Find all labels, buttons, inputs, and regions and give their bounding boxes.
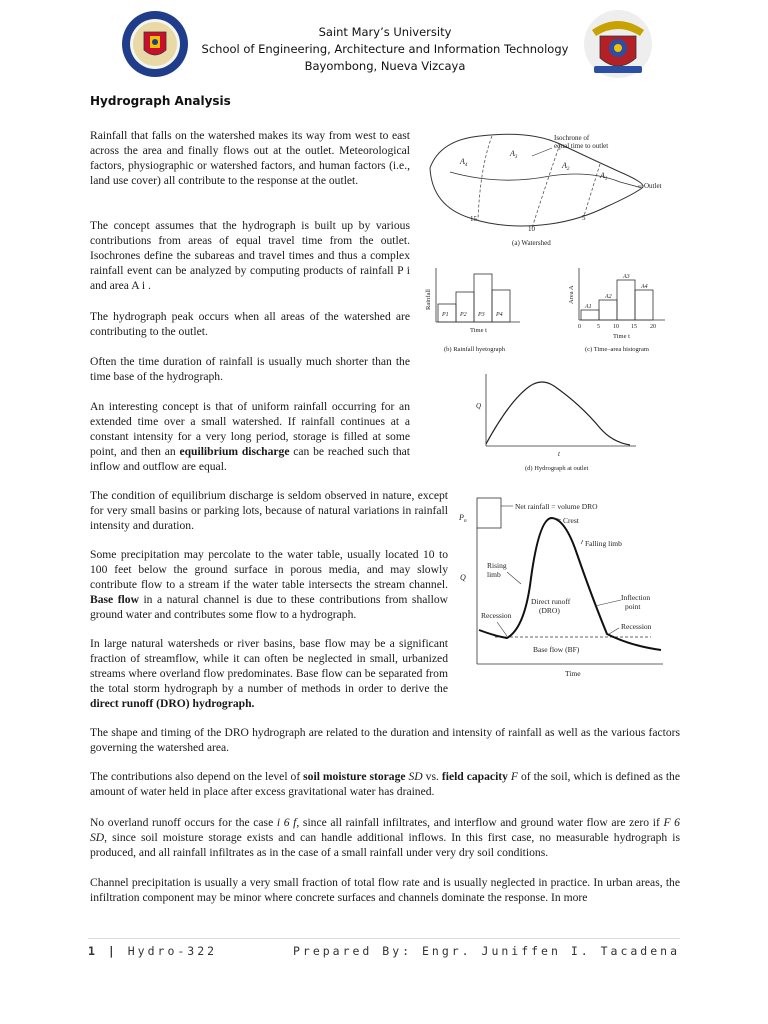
hyeto-ylabel: Rainfall (425, 289, 432, 310)
dro-pn-letter: P (459, 513, 464, 522)
label-time-5: 5 (582, 214, 586, 222)
label-a1: A1 (585, 304, 592, 310)
page-number: 1 (88, 944, 98, 958)
paragraph-watershed-flow: Rainfall that falls on the watershed makes its way from west to east across the area and finally flows out at the outlet. Meteorological factors, physiographic or watershed factors, and human factors (i.e., land use cover) all contribute to the response at the outlet. (90, 129, 410, 187)
dro-pn-subscript: n (463, 518, 467, 524)
term-dro-hydrograph: direct runoff (DRO) hydrograph. (90, 697, 255, 710)
prepared-by: Prepared By: Engr. Juniffen I. Tacadena (292, 944, 680, 958)
paragraph-peak: The hydrograph peak occurs when all areas of the watershed are contributing to the outlet. (90, 310, 410, 338)
label-a4-letter: A (460, 157, 465, 166)
rising-limb-pointer (507, 572, 521, 584)
paragraph-channel-precipitation: Channel precipitation is usually a very small fraction of total flow rate and is usually neglected in practice. In urban areas, the infiltration component may be minor where concrete surfaces and channels dominate the response. In more (90, 876, 680, 904)
paragraph-no-runoff (90, 815, 680, 860)
recession-right-pointer (609, 628, 619, 634)
label-time: Time (565, 669, 581, 678)
label-a4-subscript: 4 (464, 163, 468, 168)
tick-0: 0 (578, 324, 581, 330)
footer-divider (88, 938, 680, 939)
label-crest: Crest (563, 516, 579, 525)
term-base-flow: Base flow (90, 593, 139, 606)
term-soil-moisture-storage: soil moisture storage (303, 770, 406, 783)
symbol-f-sd: F 6 SD (90, 816, 680, 844)
outlet-ylabel: Q (476, 402, 482, 410)
label-a1 (599, 171, 607, 182)
paragraph-equilibrium-rare: The condition of equilibrium discharge is seldom observed in nature, except for very small basins or parking lots, because of natural variations in rainfall intensity and duration. (90, 489, 448, 532)
caption-watershed: (a) Watershed (512, 239, 551, 247)
bar-a3 (617, 280, 635, 320)
hyeto-xlabel: Time t (470, 327, 487, 334)
label-a2-subscript: 2 (566, 167, 570, 172)
label-a2: A2 (605, 294, 612, 300)
paragraph-isochrones: The concept assumes that the hydrograph is built up by various contributions from areas of equal travel time from the outlet. Isochrones define the subareas and travel times and thus a complex rainfall event can be analyzed by computing products of rainfall P i and area A i . (90, 219, 410, 292)
school-name: School of Engineering, Architecture and Information Technology (201, 42, 569, 56)
text-run: An interesting concept is that of uniform rainfall occurring for an extended time over a small watershed. If rainfall continues at a constant intensity for a very long period, storage is filled at some point, and then an (90, 400, 410, 458)
text-run: , since soil moisture storage exists and can handle additional inflows. In this first case, no measurable hydrograph is produced, and all rainfall infiltrates as in the case of a small rainfall under very dry soil conditions. (90, 831, 680, 859)
dro-q-label: Q (460, 573, 466, 582)
timearea-ylabel: Area A (568, 285, 575, 304)
label-a4 (459, 157, 468, 168)
label-p2: P2 (460, 312, 467, 318)
label-p3: P3 (478, 312, 485, 318)
stream-line (450, 172, 642, 188)
label-net-rainfall: Net rainfall = volume DRO (515, 502, 598, 511)
seait-seal-logo (582, 6, 654, 82)
text-run: of the soil, which is defined as the amount of water held in place after excess gravitational water has drained. (90, 770, 681, 798)
text-run: The contributions also depend on the level of (90, 770, 304, 783)
label-isochrone-1: Isochrone of (554, 134, 590, 142)
figure-hyetograph (420, 262, 530, 357)
net-rainfall-block (477, 498, 501, 528)
label-recession-left: Recession (481, 611, 512, 620)
term-field-capacity: field capacity (441, 770, 508, 783)
paragraph-base-flow (90, 547, 448, 622)
label-a3-letter: A (510, 149, 515, 158)
bar-a1 (581, 310, 599, 320)
symbol-i-f: i 6 f (276, 816, 297, 829)
inflection-pointer (595, 600, 621, 606)
dro-pn-label (458, 513, 467, 524)
isochrone-10 (532, 144, 560, 228)
label-a2 (561, 161, 570, 172)
figure-dro-hydrograph (455, 488, 670, 688)
paragraph-soil-moisture (90, 769, 680, 799)
outlet-xlabel: t (558, 450, 560, 458)
timearea-xlabel: Time t (613, 333, 630, 340)
label-recession-right: Recession (621, 622, 652, 631)
text-run: in a natural channel is due to these contributions from shallow ground water and contributes some flow to a hydrograph. (90, 593, 448, 621)
label-p4: P4 (496, 312, 503, 318)
text-run: can be reached such that inflow and outflow are equal. (90, 445, 411, 473)
label-p1: P1 (442, 312, 449, 318)
paragraph-equilibrium (90, 399, 410, 474)
smu-seal-logo (120, 8, 190, 80)
label-a3 (509, 149, 518, 160)
isochrone-pointer (532, 148, 552, 156)
tick-20: 20 (650, 324, 656, 330)
text-run: vs. (422, 770, 442, 783)
label-time-10: 10 (528, 225, 535, 233)
university-name: Saint Mary’s University (318, 25, 452, 39)
label-dro-1: Direct runoff (531, 597, 571, 606)
document-title: Hydrograph Analysis (90, 94, 231, 108)
bar-a2 (599, 300, 617, 320)
label-a1-subscript: 1 (604, 177, 608, 182)
paragraph-dro-shape: The shape and timing of the DRO hydrograph are related to the duration and intensity of rainfall as well as the various factors governing the watershed area. (90, 726, 680, 754)
course-code: Hydro-322 (127, 944, 218, 958)
symbol-sd: SD (405, 770, 423, 783)
label-outlet: Outlet (644, 182, 662, 190)
label-rising-limb-1: Rising (487, 561, 507, 570)
label-a1-letter: A (600, 171, 605, 180)
caption-hyetograph: (b) Rainfall hyetograph (444, 346, 506, 353)
tick-10: 10 (613, 324, 619, 330)
school-location: Bayombong, Nueva Vizcaya (304, 59, 466, 73)
bar-a4 (635, 290, 653, 320)
recession-left-pointer (497, 622, 507, 636)
footer (88, 944, 680, 958)
paragraph-duration: Often the time duration of rainfall is usually much shorter than the time base of the hydrograph. (90, 355, 410, 383)
caption-outlet: (d) Hydrograph at outlet (525, 465, 589, 472)
label-a3: A3 (623, 274, 630, 280)
outlet-hydrograph-curve (486, 382, 630, 445)
text-run: Some precipitation may percolate to the water table, usually located 10 to 100 feet below the ground surface in porous media, and may slowly contribute flow to a stream if the water table intersects the stream channel. (90, 548, 448, 591)
label-falling-limb: Falling limb (585, 539, 622, 548)
figure-time-area (565, 262, 675, 357)
isochrone-5 (584, 164, 600, 216)
tick-15: 15 (631, 324, 637, 330)
falling-limb-pointer (581, 540, 583, 544)
text-run: , since all rainfall infiltrates, and interflow and ground water flow are zero if (296, 816, 664, 829)
symbol-f: F (507, 770, 519, 783)
label-a4: A4 (641, 284, 648, 290)
label-rising-limb-2: limb (487, 570, 501, 579)
label-isochrone-2: equal time to outlet (554, 142, 609, 150)
term-equilibrium-discharge: equilibrium discharge (179, 445, 290, 458)
figure-watershed (420, 128, 670, 250)
paragraph-large-watersheds (90, 636, 448, 711)
footer-separator: | (107, 944, 118, 958)
caption-time-area: (c) Time–area histogram (585, 346, 649, 353)
label-base-flow: Base flow (BF) (533, 645, 580, 654)
label-inflection-2: point (625, 602, 641, 611)
label-a3-subscript: 3 (514, 155, 518, 160)
tick-5: 5 (597, 324, 600, 330)
text-run: In large natural watersheds or river basins, base flow may be a significant fraction of streamflow, while it can often be neglected in small, urbanized streams where overland flow predominates. Base flow can be separated from the total storm hydrograph by a number of methods in order to derive the (90, 637, 448, 695)
label-inflection-1: Inflection (621, 593, 651, 602)
label-time-15: 15 (470, 215, 477, 223)
label-dro-2: (DRO) (539, 606, 560, 615)
watershed-boundary (430, 134, 643, 226)
label-a2-letter: A (562, 161, 567, 170)
figure-outlet-hydrograph (470, 370, 640, 478)
text-run: No overland runoff occurs for the case (90, 816, 277, 829)
